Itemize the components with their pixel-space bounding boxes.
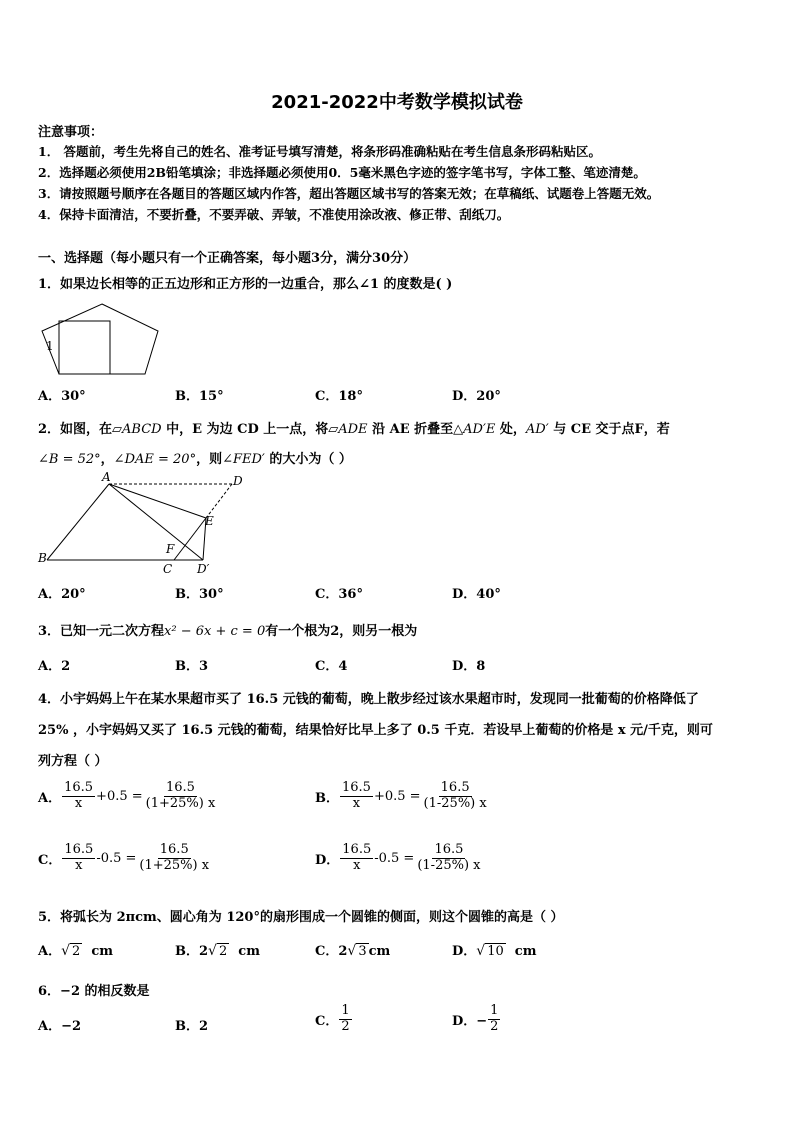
q2-label-c: C (163, 562, 173, 576)
q2-option-b[interactable]: B．30° (175, 587, 224, 602)
question-5-stem: 5．将弧长为 2πcm、圆心角为 120°的扇形围成一个圆锥的侧面，则这个圆锥的高是（ ） (38, 910, 564, 925)
q4-option-b[interactable]: B． $\frac{16.5}{x}$ +0.5 = $\frac{16.5}{(1-25\%) x}$ (315, 780, 487, 811)
question-6-stem: 6．−2 的相反数是 (38, 984, 150, 999)
q5-option-d[interactable]: D．√ 10 cm (452, 943, 537, 959)
q2-label-a: A (102, 470, 111, 484)
q1-option-c[interactable]: C．18° (315, 389, 363, 404)
question-2-stem-line2: ∠B = 52°，∠DAE = 20°，则∠FED′ 的大小为（ ） (38, 452, 352, 467)
q6-option-c[interactable]: C． $\frac{1}{2}$ (315, 1003, 350, 1034)
question-4-stem-line3: 列方程（ ） (38, 754, 108, 769)
q1-pentagon-square-figure (34, 300, 164, 378)
section-heading: 一、选择题（每小题只有一个正确答案，每小题3分，满分30分） (38, 251, 417, 266)
q3-option-c[interactable]: C．4 (315, 659, 348, 674)
question-1-stem: 1．如果边长相等的正五边形和正方形的一边重合，那么∠1 的度数是( ) (38, 277, 453, 292)
q3-option-d[interactable]: D．8 (452, 659, 486, 674)
q3-option-a[interactable]: A．2 (38, 659, 71, 674)
q6-option-d[interactable]: D．− $\frac{1}{2}$ (452, 1003, 499, 1034)
page-title: 2021-2022中考数学模拟试卷 (271, 92, 523, 113)
q2-label-d: D (233, 474, 243, 488)
question-2-stem-line1: 2．如图，在▱ABCD 中，E 为边 CD 上一点，将▱ADE 沿 AE 折叠至△AD′E 处，AD′ 与 CE 交于点F，若 (38, 422, 670, 437)
q5-option-c[interactable]: C．2√ 3 cm (315, 943, 391, 959)
q1-option-a[interactable]: A．30° (38, 389, 86, 404)
q2-label-e: E (205, 514, 214, 528)
question-4-stem-line2: 25% ，小宇妈妈又买了 16.5 元钱的葡萄，结果恰好比早上多了 0.5 千克．若设早上葡萄的价格是 x 元/千克，则可 (38, 723, 713, 738)
notice-item: 2．选择题必须使用2B铅笔填涂；非选择题必须使用0．5毫米黑色字迹的签字笔书写，字体工整、笔迹清楚。 (38, 165, 646, 180)
q3-option-b[interactable]: B．3 (175, 659, 209, 674)
q1-angle-label: 1 (46, 339, 54, 353)
question-4-stem-line1: 4．小宇妈妈上午在某水果超市买了 16.5 元钱的葡萄，晚上散步经过该水果超市时，发现同一批葡萄的价格降低了 (38, 692, 699, 707)
q1-option-b[interactable]: B．15° (175, 389, 224, 404)
q2-label-d-prime: D′ (197, 562, 210, 576)
q5-option-a[interactable]: A．√ 2 cm (38, 943, 114, 959)
question-3-stem: 3．已知一元二次方程x² − 6x + c = 0有一个根为2，则另一根为 (38, 624, 418, 639)
q4-option-d[interactable]: D． $\frac{16.5}{x}$ -0.5 = $\frac{16.5}{(1-25\%) x}$ (315, 842, 481, 873)
q2-option-c[interactable]: C．36° (315, 587, 363, 602)
q2-option-a[interactable]: A．20° (38, 587, 86, 602)
q1-option-d[interactable]: D．20° (452, 389, 501, 404)
q6-option-b[interactable]: B．2 (175, 1019, 209, 1034)
q4-option-c[interactable]: C． $\frac{16.5}{x}$ -0.5 = $\frac{16.5}{(1+25\%) x}$ (38, 842, 210, 873)
notice-item: 4．保持卡面清洁，不要折叠，不要弄破、弄皱，不准使用涂改液、修正带、刮纸刀。 (38, 207, 510, 222)
q5-option-b[interactable]: B．2√ 2 cm (175, 943, 260, 959)
notice-heading: 注意事项： (38, 125, 104, 140)
q4-option-a[interactable]: A． $\frac{16.5}{x}$ +0.5 = $\frac{16.5}{(1+25\%) x}$ (38, 780, 216, 811)
q2-label-f: F (166, 542, 175, 556)
q2-option-d[interactable]: D．40° (452, 587, 501, 602)
q6-option-a[interactable]: A．−2 (38, 1019, 82, 1034)
q2-parallelogram-figure (30, 468, 260, 578)
q2-label-b: B (38, 551, 47, 565)
notice-item: 1． 答题前，考生先将自己的姓名、准考证号填写清楚，将条形码准确粘贴在考生信息条形码粘贴区。 (38, 144, 602, 159)
notice-item: 3．请按照题号顺序在各题目的答题区域内作答，超出答题区域书写的答案无效；在草稿纸、试题卷上答题无效。 (38, 186, 660, 201)
